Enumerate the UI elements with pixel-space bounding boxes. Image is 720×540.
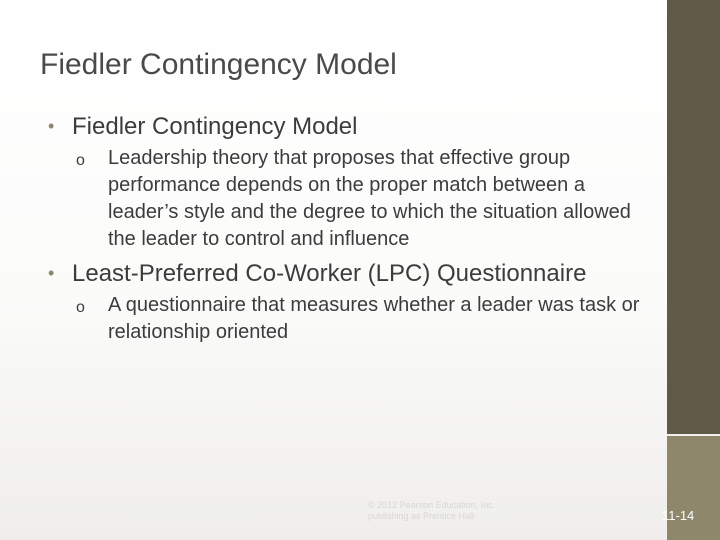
bullet-item <box>46 259 646 288</box>
sub-bullet-marker-icon: o <box>76 152 85 169</box>
bullet-text: Least-Preferred Co-Worker (LPC) Questionnaire <box>72 260 587 287</box>
sub-bullet-text: Leadership theory that proposes that effective group performance depends on the proper match between a leader’s style and the degree to which the situation allowed the leader to control and influence <box>108 147 631 250</box>
bullet-dot-icon: • <box>48 116 55 136</box>
copyright-footer: © 2012 Pearson Education, Inc. publishing as Prentice Hall <box>368 500 496 521</box>
sub-bullet-marker-icon: o <box>76 299 85 316</box>
bullet-item <box>46 112 646 141</box>
sidebar-accent-bar <box>667 0 720 436</box>
bullet-text: Fiedler Contingency Model <box>72 113 358 140</box>
sub-bullet-text: A questionnaire that measures whether a leader was task or relationship oriented <box>108 294 640 343</box>
sub-bullet-item <box>46 145 646 253</box>
slide-title: Fiedler Contingency Model <box>40 48 397 81</box>
page-number: 11-14 <box>662 508 695 523</box>
sidebar-footer-bar <box>667 436 720 540</box>
bullet-dot-icon: • <box>48 263 55 283</box>
slide-body <box>46 112 646 346</box>
sub-bullet-item <box>46 292 646 346</box>
